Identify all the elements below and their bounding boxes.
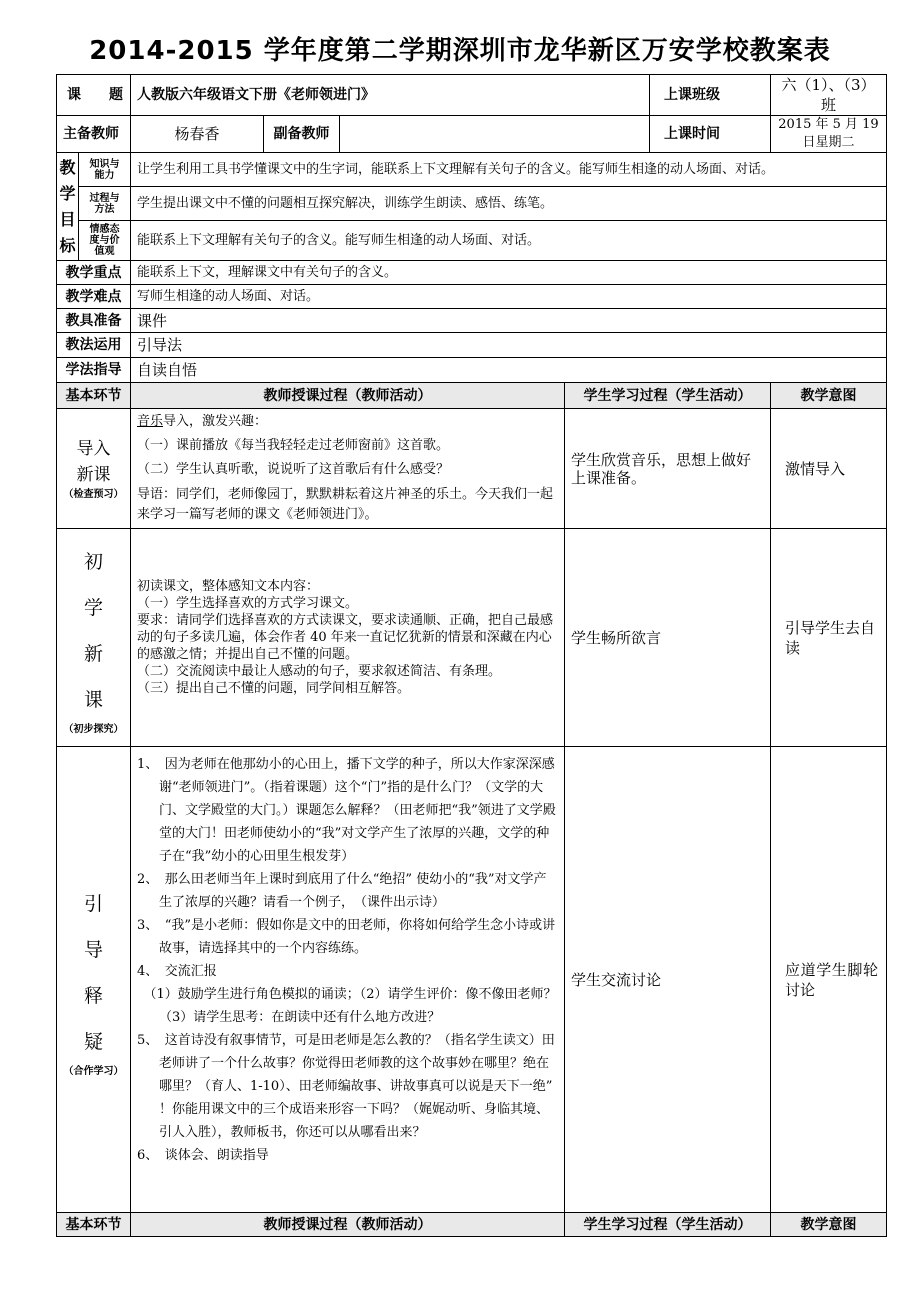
stage-row-guided — [57, 747, 887, 1213]
stage-guided-teacher: 1、 因为老师在他那幼小的心田上，播下文学的种子，所以大作家深深感谢“老师领进门”。（指着课题）这个“门”指的是什么门？（文学的大门、文学殿堂的大门。）课题怎么解释？（田老师把“我”领进了文学殿堂的大门！田老师使幼小的“我”对文学产生了浓厚的兴趣，文学的种子在“我”幼小的心田里生根发芽） 2、 那么田老师当年上课时到底用了什么“绝招” 使幼小的“我”对文学产生了浓厚的兴趣？请看一个例子， （课件出示诗） 3、 “我”是小老师：假如你是文中的田老师，你将如何给学生念小诗或讲故事，请选择其中的一个内容练练。 4、 交流汇报 （1）鼓励学生进行角色模拟的诵读；（2）请学生评价：像不像田老师？（3）请学生思考：在朗读中还有什么地方改进？ 5、 这首诗没有叙事情节，可是田老师是怎么教的？（指名学生读文）田老师讲了一个什么故事？你觉得田老师教的这个故事妙在哪里？绝在哪里？（育人、1-10）、田老师编故事、讲故事真可以说是天下一绝” ！你能用课文中的三个成语来形容一下吗？（娓娓动听、身临其境、引人入胜），教师板书，你还可以从哪看出来？ 6、 谈体会、朗读指导 — [131, 747, 565, 1213]
time-value: 2015 年 5 月 19 日星期二 — [771, 116, 887, 153]
goal-text-knowledge: 让学生利用工具书学懂课文中的生字词，能联系上下文理解有关句子的含义。能写师生相逢的动人场面、对话。 — [131, 153, 887, 187]
topic-label: 课 题 — [57, 75, 131, 116]
stage-intro-student: 学生欣赏音乐，思想上做好上课准备。 — [565, 409, 771, 529]
time-label: 上课时间 — [650, 116, 771, 153]
goals-label: 教 学 目 标 — [57, 153, 79, 261]
method-label: 教法运用 — [57, 333, 131, 358]
stage-first-learning-intent: 引导学生去自读 — [771, 529, 887, 747]
goal-row-process — [57, 187, 887, 221]
col-header-teacher: 教师授课过程（教师活动） — [131, 383, 565, 409]
stage-row-first-learning — [57, 529, 887, 747]
footer-header-teacher: 教师授课过程（教师活动） — [131, 1213, 565, 1237]
row-study-guide — [57, 358, 887, 383]
stage-intro-teacher: 音乐导入，激发兴趣： （一）课前播放《每当我轻轻走过老师窗前》这首歌。 （二）学生认真听歌，说说听了这首歌后有什么感受？ 导语：同学们，老师像园丁，默默耕耘着这片神圣的乐土。今天我们一起来学习一篇写老师的课文《老师领进门》。 — [131, 409, 565, 529]
page-title: 2014-2015 学年度第二学期深圳市龙华新区万安学校教案表 — [89, 36, 831, 66]
tools-label: 教具准备 — [57, 309, 131, 333]
difficulty-text: 写师生相逢的动人场面、对话。 — [131, 285, 887, 309]
row-difficulty — [57, 285, 887, 309]
row-topic — [57, 75, 887, 116]
stage-row-intro — [57, 409, 887, 529]
stage-first-learning-teacher: 初读课文，整体感知文本内容： （一）学生选择喜欢的方式学习课文。 要求：请同学们选择喜欢的方式读课文，要求读通顺、正确，把自己最感动的句子多读几遍，体会作者 40 年来一直记忆犹新的情景和深藏在内心的感激之情；并提出自己不懂的问题。 （二）交流阅读中最让人感动的句子，要求叙述简洁、有条理。 （三）提出自己不懂的问题，同学间相互解答。 — [131, 529, 565, 747]
stage-intro-name: 导入 新课 （检查预习） — [57, 409, 131, 529]
class-label: 上课班级 — [650, 75, 771, 116]
stage-guided-name: 引 导 释 疑 （合作学习） — [57, 747, 131, 1213]
stage-guided-student: 学生交流讨论 — [565, 747, 771, 1213]
goal-label-emotion: 情感态度与价值观 — [79, 221, 131, 261]
stage-intro-intent: 激情导入 — [771, 409, 887, 529]
footer-header-row — [57, 1213, 887, 1237]
goal-row-knowledge — [57, 153, 887, 187]
goal-text-process: 学生提出课文中不懂的问题相互探究解决，训练学生朗读、感悟、练笔。 — [131, 187, 887, 221]
stage-guided-intent: 应道学生脚轮讨论 — [771, 747, 887, 1213]
row-tools — [57, 309, 887, 333]
row-key-point — [57, 261, 887, 285]
assist-teacher-value — [340, 116, 650, 153]
row-teachers — [57, 116, 887, 153]
main-teacher-label: 主备教师 — [57, 116, 131, 153]
goal-text-emotion: 能联系上下文理解有关句子的含义。能写师生相逢的动人场面、对话。 — [131, 221, 887, 261]
study-guide-label: 学法指导 — [57, 358, 131, 383]
col-header-stage: 基本环节 — [57, 383, 131, 409]
col-header-student: 学生学习过程（学生活动） — [565, 383, 771, 409]
stage-first-learning-student: 学生畅所欲言 — [565, 529, 771, 747]
goal-label-process: 过程与方法 — [79, 187, 131, 221]
row-method — [57, 333, 887, 358]
footer-header-intent: 教学意图 — [771, 1213, 887, 1237]
col-header-intent: 教学意图 — [771, 383, 887, 409]
goal-row-emotion — [57, 221, 887, 261]
goal-label-knowledge: 知识与能力 — [79, 153, 131, 187]
stage-first-learning-name: 初 学 新 课 （初步探究） — [57, 529, 131, 747]
class-value: 六（1）、（3）班 — [771, 75, 887, 116]
study-guide-text: 自读自悟 — [131, 358, 887, 383]
column-header-row — [57, 383, 887, 409]
key-point-text: 能联系上下文，理解课文中有关句子的含义。 — [131, 261, 887, 285]
lesson-plan-table — [56, 74, 887, 1237]
difficulty-label: 教学难点 — [57, 285, 131, 309]
tools-text: 课件 — [131, 309, 887, 333]
footer-header-stage: 基本环节 — [57, 1213, 131, 1237]
assist-teacher-label: 副备教师 — [264, 116, 340, 153]
main-teacher-value: 杨春香 — [131, 116, 264, 153]
topic-value: 人教版六年级语文下册《老师领进门》 — [131, 75, 650, 116]
method-text: 引导法 — [131, 333, 887, 358]
key-point-label: 教学重点 — [57, 261, 131, 285]
footer-header-student: 学生学习过程（学生活动） — [565, 1213, 771, 1237]
